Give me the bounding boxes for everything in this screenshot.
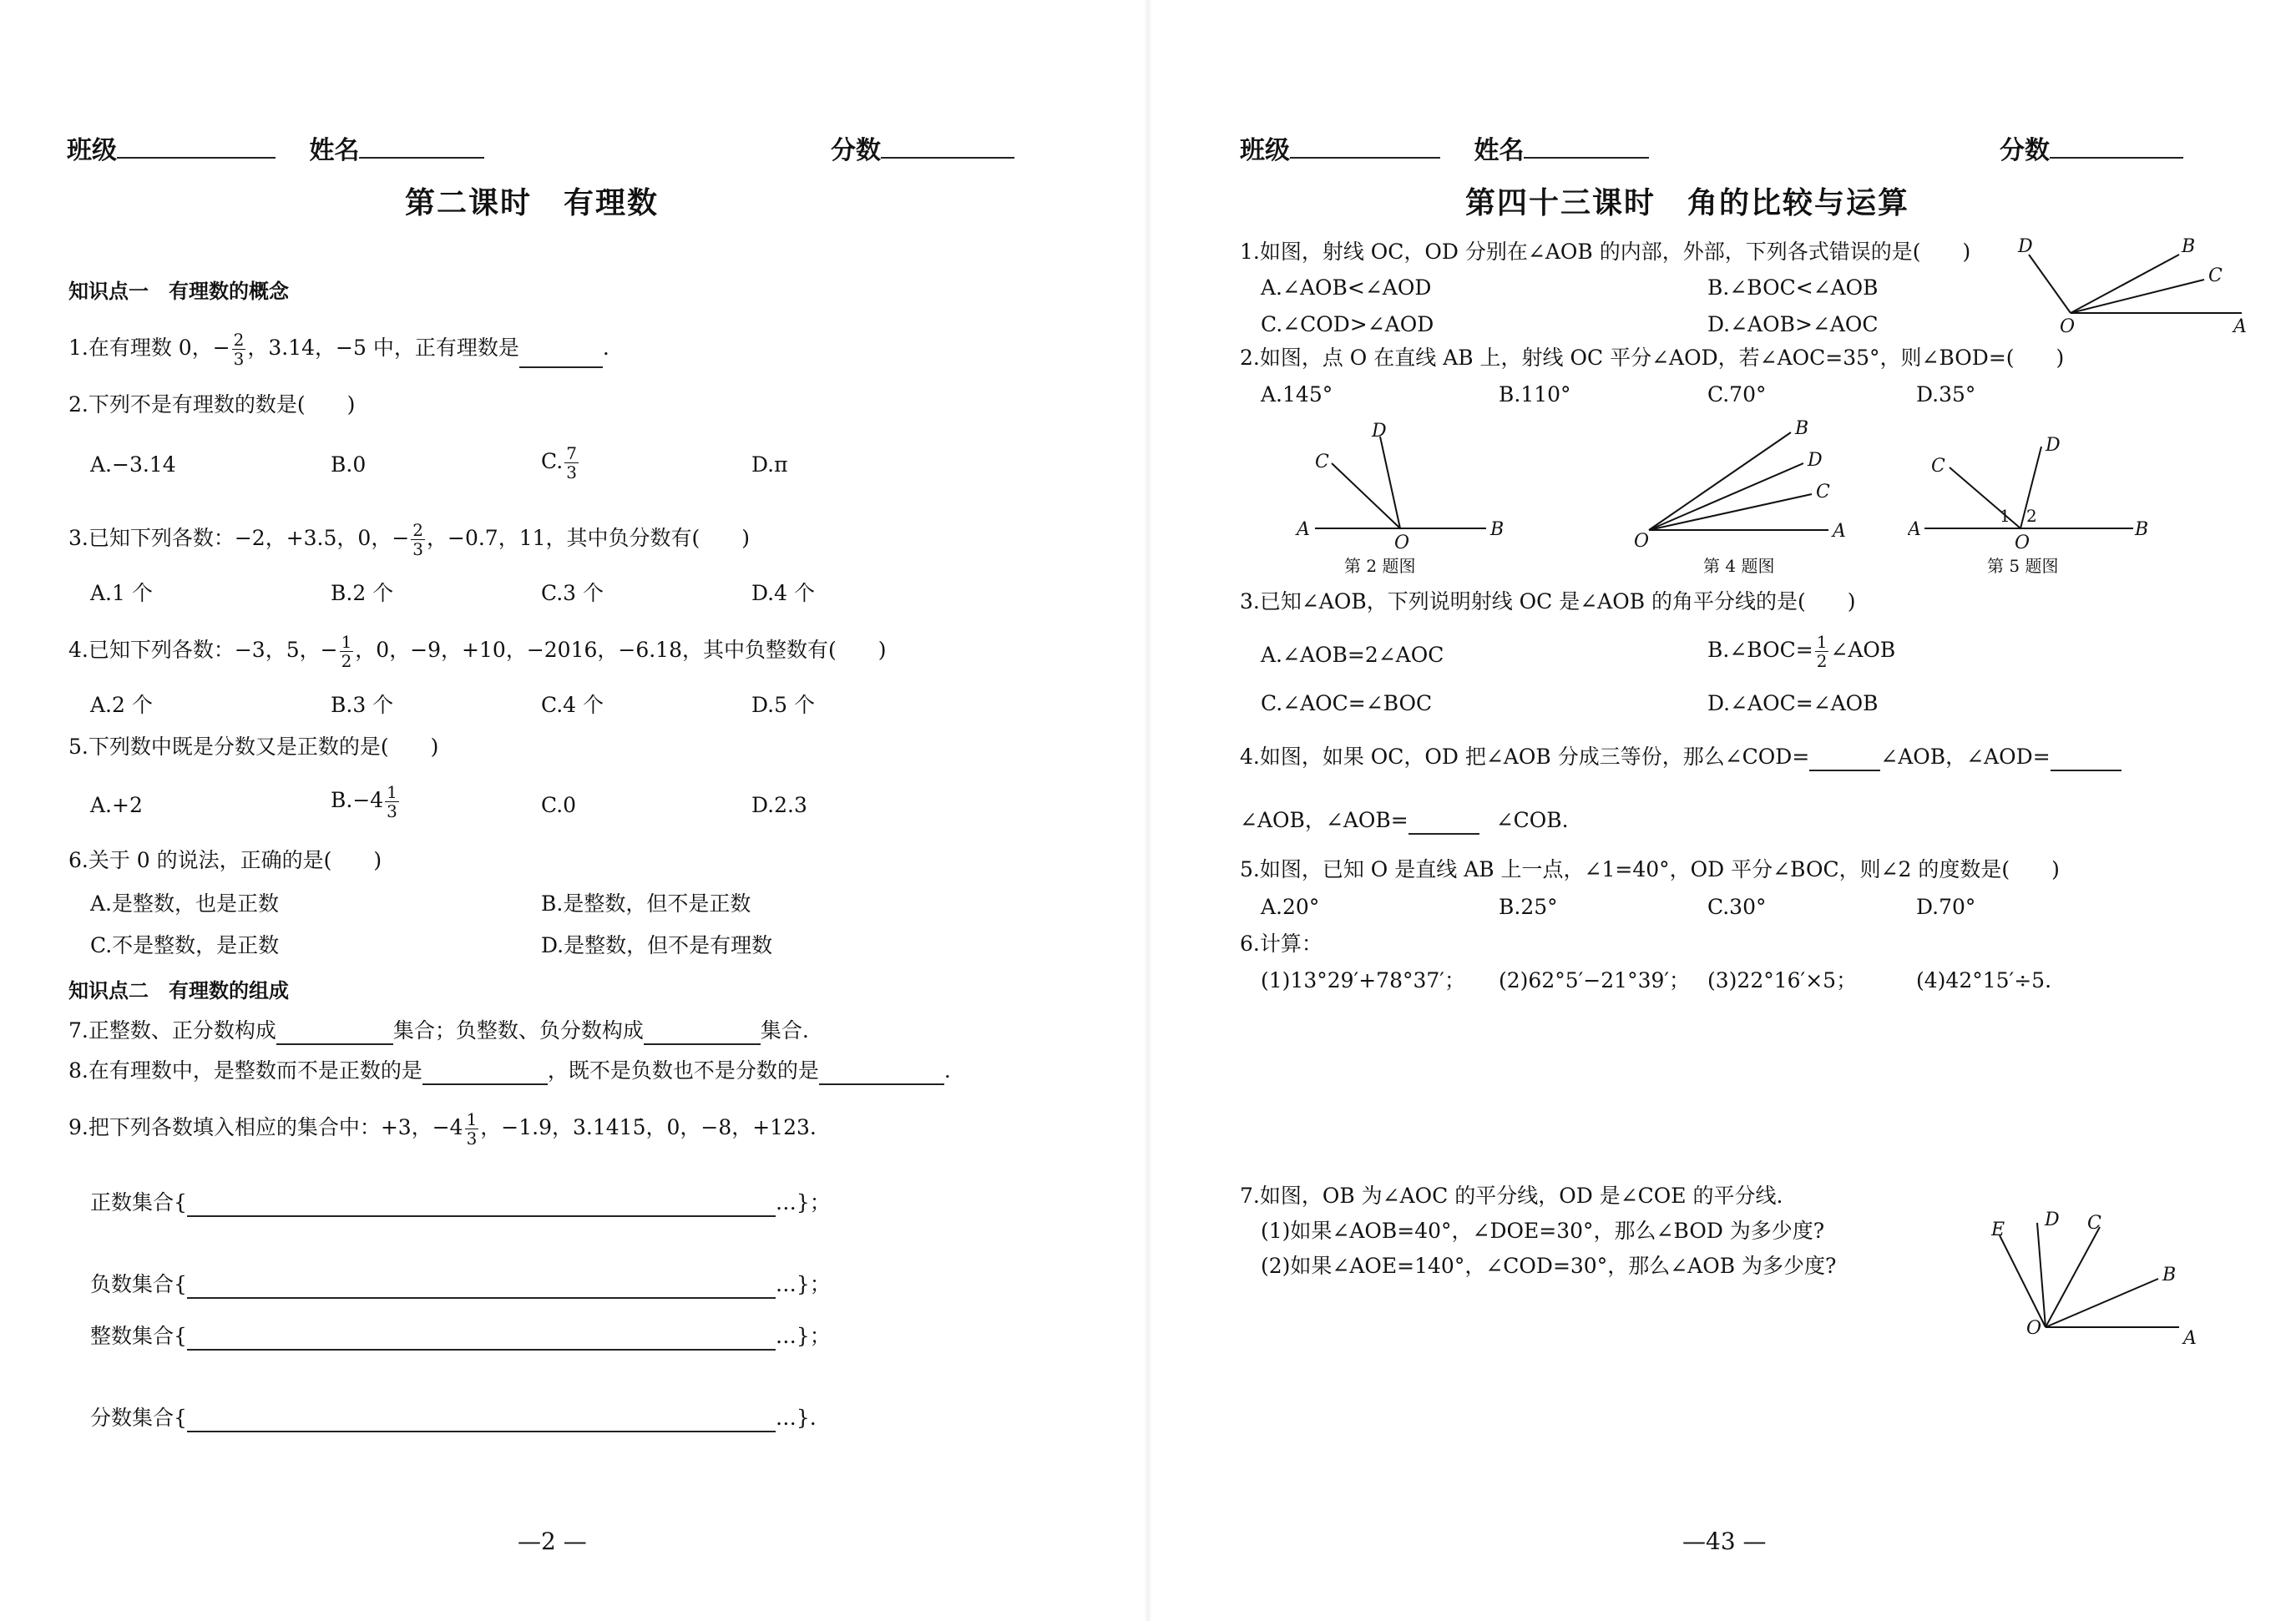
option-c: C.4 个 [541, 693, 604, 717]
point-label: D [1372, 422, 1387, 442]
option-b: B.∠BOC= $\frac{1}{2}$ ∠AOB [1707, 632, 1896, 671]
question-6: 6.关于 0 的说法，正确的是( ) [68, 848, 382, 872]
option-d: D.是整数，但不是有理数 [541, 933, 773, 957]
page-title: 第二课时 有理数 [405, 185, 660, 220]
point-label: B [2182, 236, 2196, 257]
question-4: 4.如图，如果 OC，OD 把∠AOB 分成三等份，那么∠COD= ∠AOB，∠AOD= [1240, 743, 2122, 771]
option-b: B.25° [1499, 895, 1558, 919]
right-score [2000, 129, 2183, 166]
answer-blank[interactable] [519, 341, 603, 368]
fraction: $\frac{1}{2}$ [341, 632, 352, 671]
question-5: 5.如图，已知 O 是直线 AB 上一点，∠1=40°，OD 平分∠BOC，则∠2 的度数是( ) [1240, 857, 2060, 881]
point-label: B [2135, 519, 2149, 540]
question-6: 6.计算： [1240, 932, 1322, 956]
question-5: 5.下列数中既是分数又是正数的是( ) [68, 735, 439, 759]
option-c: C.不是整数，是正数 [90, 933, 280, 957]
set-blank[interactable] [187, 1190, 776, 1217]
answer-blank[interactable] [819, 1058, 944, 1085]
set-blank[interactable] [187, 1324, 776, 1351]
class-blank[interactable] [117, 135, 276, 159]
point-label: E [1991, 1220, 2005, 1240]
question-3: 3.已知∠AOB，下列说明射线 OC 是∠AOB 的角平分线的是( ) [1240, 589, 1856, 614]
option-c: C.3 个 [541, 581, 604, 605]
figure-q2 [1290, 422, 1507, 580]
option-d: D.5 个 [751, 693, 815, 717]
right-header [1240, 129, 1649, 166]
name-blank[interactable] [1524, 135, 1649, 159]
point-label: A [1297, 519, 1310, 540]
score-blank[interactable] [881, 135, 1014, 159]
calc-item: (1)13°29′+78°37′； [1261, 968, 1465, 992]
point-label: B [1490, 519, 1505, 540]
class-label: 班级 [1240, 136, 1290, 165]
left-header [67, 129, 484, 166]
set-positive: 正数集合{ …}； [90, 1189, 831, 1217]
figure-q5 [1908, 422, 2158, 580]
left-score [831, 129, 1014, 166]
point-label: O [2026, 1318, 2042, 1339]
page-number: —2 — [518, 1528, 587, 1555]
question-4: 4.已知下列各数：−3，5，− $\frac{1}{2}$ ，0，−9，+10，−2016，−6.18，其中负整数有( ) [68, 632, 887, 671]
option-c: C.∠COD>∠AOD [1261, 312, 1434, 336]
set-negative: 负数集合{ …}； [90, 1270, 831, 1299]
figure-caption: 第 2 题图 [1344, 556, 1416, 576]
question-3: 3.已知下列各数：−2，+3.5，0，− $\frac{2}{3}$ ，−0.7，11，其中负分数有( ) [68, 520, 751, 559]
point-label: A [1908, 519, 1921, 540]
page-number: —43 — [1682, 1528, 1767, 1555]
point-label: O [1634, 531, 1650, 552]
option-c: C.70° [1707, 382, 1767, 407]
question-9: 9.把下列各数填入相应的集合中：+3，−4 $\frac{1}{3}$ ，−1.9，3.14̇15̇，0，−8，+123. [68, 1109, 817, 1149]
angle-label: 2 [2026, 506, 2037, 526]
set-fraction: 分数集合{ …}. [90, 1404, 817, 1432]
name-label: 姓名 [309, 136, 360, 165]
fraction: $\frac{2}{3}$ [233, 330, 245, 369]
figure-q4 [1624, 417, 1874, 580]
right-page [1148, 0, 2296, 1621]
calc-item: (3)22°16′×5； [1707, 968, 1858, 992]
class-blank[interactable] [1290, 135, 1440, 159]
option-a: A.是整数，也是正数 [90, 891, 280, 916]
answer-blank[interactable] [1408, 808, 1479, 835]
point-label: A [2233, 316, 2247, 334]
section-heading-2: 知识点二 有理数的组成 [68, 979, 289, 1002]
set-blank[interactable] [187, 1406, 776, 1432]
point-label: C [2208, 265, 2223, 286]
score-label: 分数 [2000, 136, 2050, 165]
option-a: A.∠AOB<∠AOD [1261, 275, 1432, 300]
question-2: 2.下列不是有理数的数是( ) [68, 392, 356, 417]
figure-q1 [2016, 234, 2267, 334]
option-d: D.2.3 [751, 793, 807, 817]
option-a: A.20° [1261, 895, 1320, 919]
section-heading-1: 知识点一 有理数的概念 [68, 280, 289, 303]
name-label: 姓名 [1474, 136, 1525, 165]
question-1: 1.在有理数 0，− $\frac{2}{3}$ ，3.14，−5 中，正有理数是 . [68, 330, 609, 369]
question-4-cont: ∠AOB，∠AOB= ∠COB. [1240, 806, 1569, 835]
name-blank[interactable] [359, 135, 484, 159]
set-integer: 整数集合{ …}； [90, 1322, 831, 1351]
option-d: D.70° [1916, 895, 1976, 919]
point-label: D [1808, 450, 1823, 471]
sub-question: (2)如果∠AOE=140°，∠COD=30°，那么∠AOB 为多少度? [1261, 1254, 1837, 1278]
point-label: D [2018, 236, 2033, 257]
option-a: A.145° [1261, 382, 1333, 407]
calc-item: (4)42°15′÷5. [1916, 968, 2052, 992]
class-label: 班级 [67, 136, 117, 165]
fraction: $\frac{1}{3}$ [387, 782, 397, 821]
page-title: 第四十三课时 角的比较与运算 [1465, 185, 1910, 220]
option-b: B.0 [331, 452, 367, 477]
option-c: C.30° [1707, 895, 1767, 919]
point-label: O [2060, 316, 2076, 334]
option-c: C.∠AOC=∠BOC [1261, 691, 1433, 715]
angle-label: 1 [2000, 506, 2010, 526]
point-label: A [2183, 1328, 2197, 1349]
option-a: A.2 个 [90, 693, 153, 717]
point-label: D [2045, 1210, 2060, 1230]
calc-item: (2)62°5′−21°39′； [1499, 968, 1691, 992]
point-label: C [1931, 456, 1945, 477]
point-label: D [2046, 435, 2061, 456]
figure-caption: 第 5 题图 [1987, 556, 2059, 576]
point-label: C [1315, 452, 1329, 472]
answer-blank[interactable] [2051, 745, 2122, 771]
fraction: $\frac{1}{2}$ [1816, 632, 1828, 671]
option-a: A.+2 [90, 793, 143, 817]
figure-caption: 第 4 题图 [1703, 556, 1775, 576]
option-c: C.0 [541, 793, 577, 817]
point-label: A [1833, 521, 1846, 542]
question-7: 7.如图，OB 为∠AOC 的平分线，OD 是∠COE 的平分线. [1240, 1184, 1783, 1208]
option-d: D.π [751, 452, 788, 477]
question-2: 2.如图，点 O 在直线 AB 上，射线 OC 平分∠AOD，若∠AOC=35°，则∠BOD=( ) [1240, 346, 2065, 370]
figure-q7 [1991, 1210, 2267, 1352]
sub-question: (1)如果∠AOB=40°，∠DOE=30°，那么∠BOD 为多少度? [1261, 1219, 1825, 1243]
option-d: D.∠AOC=∠AOB [1707, 691, 1879, 715]
option-a: A.1 个 [90, 581, 153, 605]
option-c: C. $\frac{7}{3}$ [541, 443, 577, 482]
score-blank[interactable] [2050, 135, 2183, 159]
point-label: O [2015, 533, 2030, 553]
point-label: B [2162, 1265, 2177, 1285]
point-label: B [1795, 418, 1809, 439]
fraction: $\frac{1}{3}$ [466, 1109, 478, 1149]
option-a: A.−3.14 [90, 452, 176, 477]
option-b: B.2 个 [331, 581, 394, 605]
option-b: B.∠BOC<∠AOB [1707, 275, 1879, 300]
score-label: 分数 [831, 136, 881, 165]
option-b: B.是整数，但不是正数 [541, 891, 751, 916]
set-blank[interactable] [187, 1272, 776, 1299]
option-d: D.∠AOB>∠AOC [1707, 312, 1879, 336]
answer-blank[interactable] [1809, 745, 1880, 771]
option-b: B.3 个 [331, 693, 394, 717]
option-d: D.4 个 [751, 581, 815, 605]
option-a: A.∠AOB=2∠AOC [1261, 643, 1444, 667]
question-1: 1.如图，射线 OC，OD 分别在∠AOB 的内部，外部，下列各式错误的是( ) [1240, 240, 1971, 264]
point-label: C [2087, 1213, 2101, 1234]
option-b: B.110° [1499, 382, 1571, 407]
answer-blank[interactable] [644, 1018, 761, 1045]
point-label: O [1394, 533, 1410, 553]
answer-blank[interactable] [422, 1058, 548, 1085]
point-label: C [1816, 482, 1830, 502]
option-b: B.−4 $\frac{1}{3}$ [331, 782, 397, 821]
option-d: D.35° [1916, 382, 1976, 407]
question-7: 7.正整数、正分数构成 集合；负整数、负分数构成 集合. [68, 1017, 809, 1045]
fraction: $\frac{7}{3}$ [566, 443, 577, 482]
answer-blank[interactable] [276, 1018, 393, 1045]
fraction: $\frac{2}{3}$ [412, 520, 423, 559]
question-8: 8.在有理数中，是整数而不是正数的是 ，既不是负数也不是分数的是 . [68, 1057, 951, 1085]
